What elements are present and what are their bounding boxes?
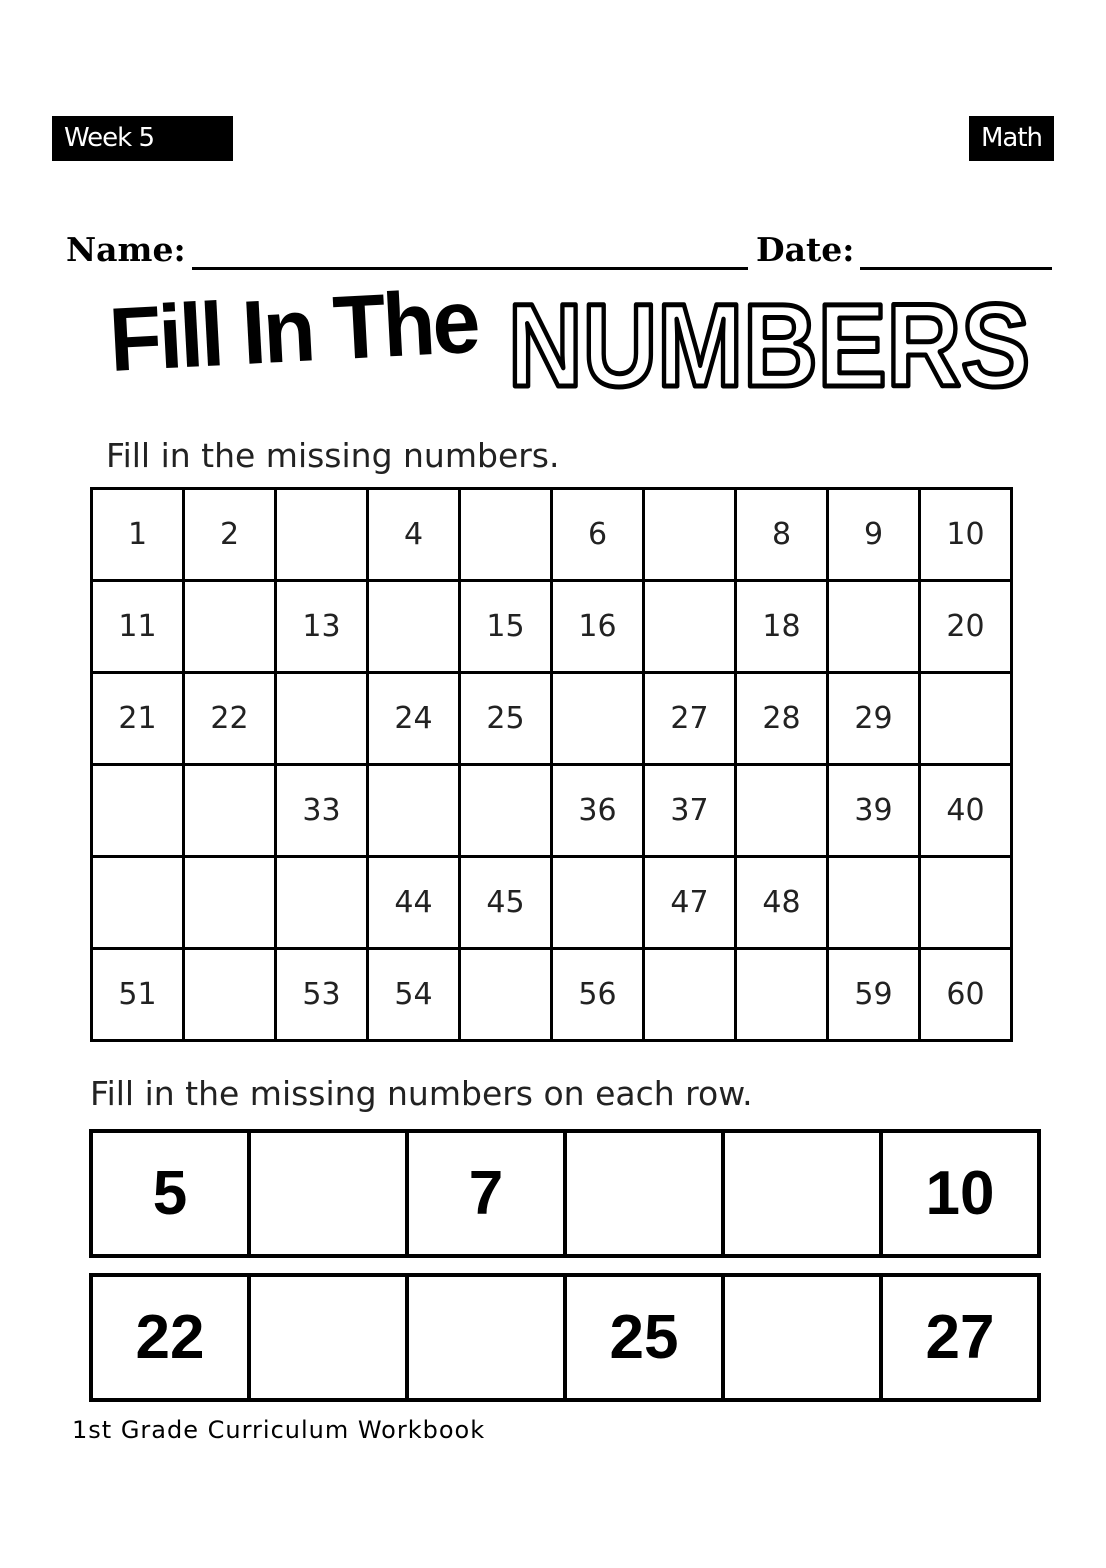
- sequence-cell-blank[interactable]: [407, 1275, 565, 1400]
- grid-cell: 24: [368, 673, 460, 765]
- grid-cell: 29: [828, 673, 920, 765]
- instruction-2: Fill in the missing numbers on each row.: [90, 1074, 753, 1113]
- name-date-row: [66, 230, 1052, 274]
- grid-cell: 9: [828, 489, 920, 581]
- title-part2-outline: [508, 280, 1033, 412]
- grid-cell: 2: [184, 489, 276, 581]
- grid-row: [92, 765, 1012, 857]
- grid-cell-blank[interactable]: [644, 949, 736, 1041]
- grid-cell-blank[interactable]: [368, 581, 460, 673]
- grid-cell-blank[interactable]: [460, 949, 552, 1041]
- date-label: Date:: [756, 230, 855, 269]
- sequence-cell: 22: [91, 1275, 249, 1400]
- grid-cell: 37: [644, 765, 736, 857]
- title-part2: NUMBERS: [508, 280, 1030, 412]
- grid-cell: 36: [552, 765, 644, 857]
- grid-cell: 48: [736, 857, 828, 949]
- grid-cell: 33: [276, 765, 368, 857]
- grid-cell-blank[interactable]: [184, 857, 276, 949]
- grid-cell-blank[interactable]: [460, 765, 552, 857]
- sequence-cell: 27: [881, 1275, 1039, 1400]
- grid-cell: 60: [920, 949, 1012, 1041]
- sequence-row: [91, 1131, 1039, 1256]
- grid-cell: 13: [276, 581, 368, 673]
- grid-cell-blank[interactable]: [552, 857, 644, 949]
- grid-cell-blank[interactable]: [828, 857, 920, 949]
- grid-cell-blank[interactable]: [184, 581, 276, 673]
- grid-cell: 59: [828, 949, 920, 1041]
- grid-cell-blank[interactable]: [184, 949, 276, 1041]
- grid-cell-blank[interactable]: [920, 673, 1012, 765]
- grid-cell-blank[interactable]: [368, 765, 460, 857]
- grid-row: [92, 581, 1012, 673]
- sequence-cell-blank[interactable]: [249, 1131, 407, 1256]
- grid-cell: 10: [920, 489, 1012, 581]
- instruction-1: Fill in the missing numbers.: [106, 436, 560, 475]
- grid-cell-blank[interactable]: [184, 765, 276, 857]
- grid-cell: 47: [644, 857, 736, 949]
- grid-cell: 40: [920, 765, 1012, 857]
- grid-cell: 18: [736, 581, 828, 673]
- grid-cell-blank[interactable]: [736, 765, 828, 857]
- grid-cell-blank[interactable]: [276, 489, 368, 581]
- grid-cell: 11: [92, 581, 184, 673]
- grid-row: [92, 857, 1012, 949]
- grid-cell: 4: [368, 489, 460, 581]
- sequence-cell: 25: [565, 1275, 723, 1400]
- sequence-row-1: [89, 1129, 1041, 1258]
- grid-cell: 27: [644, 673, 736, 765]
- sequence-row: [91, 1275, 1039, 1400]
- grid-cell: 25: [460, 673, 552, 765]
- grid-cell: 28: [736, 673, 828, 765]
- grid-cell-blank[interactable]: [736, 949, 828, 1041]
- grid-cell-blank[interactable]: [92, 857, 184, 949]
- grid-cell: 44: [368, 857, 460, 949]
- week-day-label: Week 5 Day5: [52, 116, 233, 161]
- grid-row: [92, 949, 1012, 1041]
- title-part1: Fill In The: [106, 270, 480, 391]
- worksheet-title: [100, 270, 1040, 412]
- grid-cell: 54: [368, 949, 460, 1041]
- grid-cell-blank[interactable]: [644, 581, 736, 673]
- grid-row: [92, 489, 1012, 581]
- sequence-row-2: [89, 1273, 1041, 1402]
- subject-label: Math: [969, 116, 1054, 161]
- grid-cell-blank[interactable]: [828, 581, 920, 673]
- grid-cell-blank[interactable]: [276, 673, 368, 765]
- grid-cell: 6: [552, 489, 644, 581]
- date-line[interactable]: [860, 267, 1052, 270]
- grid-cell: 1: [92, 489, 184, 581]
- name-label: Name:: [66, 230, 186, 269]
- sequence-cell-blank[interactable]: [249, 1275, 407, 1400]
- grid-cell-blank[interactable]: [644, 489, 736, 581]
- grid-cell-blank[interactable]: [92, 765, 184, 857]
- hundreds-grid: [90, 487, 1013, 1042]
- grid-cell: 8: [736, 489, 828, 581]
- grid-cell-blank[interactable]: [920, 857, 1012, 949]
- grid-cell: 53: [276, 949, 368, 1041]
- grid-cell: 45: [460, 857, 552, 949]
- grid-cell: 39: [828, 765, 920, 857]
- sequence-cell: 5: [91, 1131, 249, 1256]
- grid-row: [92, 673, 1012, 765]
- grid-cell: 21: [92, 673, 184, 765]
- grid-cell: 16: [552, 581, 644, 673]
- sequence-cell-blank[interactable]: [723, 1131, 881, 1256]
- sequence-cell-blank[interactable]: [723, 1275, 881, 1400]
- grid-cell: 56: [552, 949, 644, 1041]
- footer-text: 1st Grade Curriculum Workbook: [72, 1416, 486, 1444]
- grid-cell-blank[interactable]: [460, 489, 552, 581]
- grid-cell: 20: [920, 581, 1012, 673]
- sequence-cell: 10: [881, 1131, 1039, 1256]
- sequence-cell-blank[interactable]: [565, 1131, 723, 1256]
- sequence-cell: 7: [407, 1131, 565, 1256]
- grid-cell: 22: [184, 673, 276, 765]
- grid-cell: 51: [92, 949, 184, 1041]
- grid-cell-blank[interactable]: [552, 673, 644, 765]
- grid-cell: 15: [460, 581, 552, 673]
- grid-cell-blank[interactable]: [276, 857, 368, 949]
